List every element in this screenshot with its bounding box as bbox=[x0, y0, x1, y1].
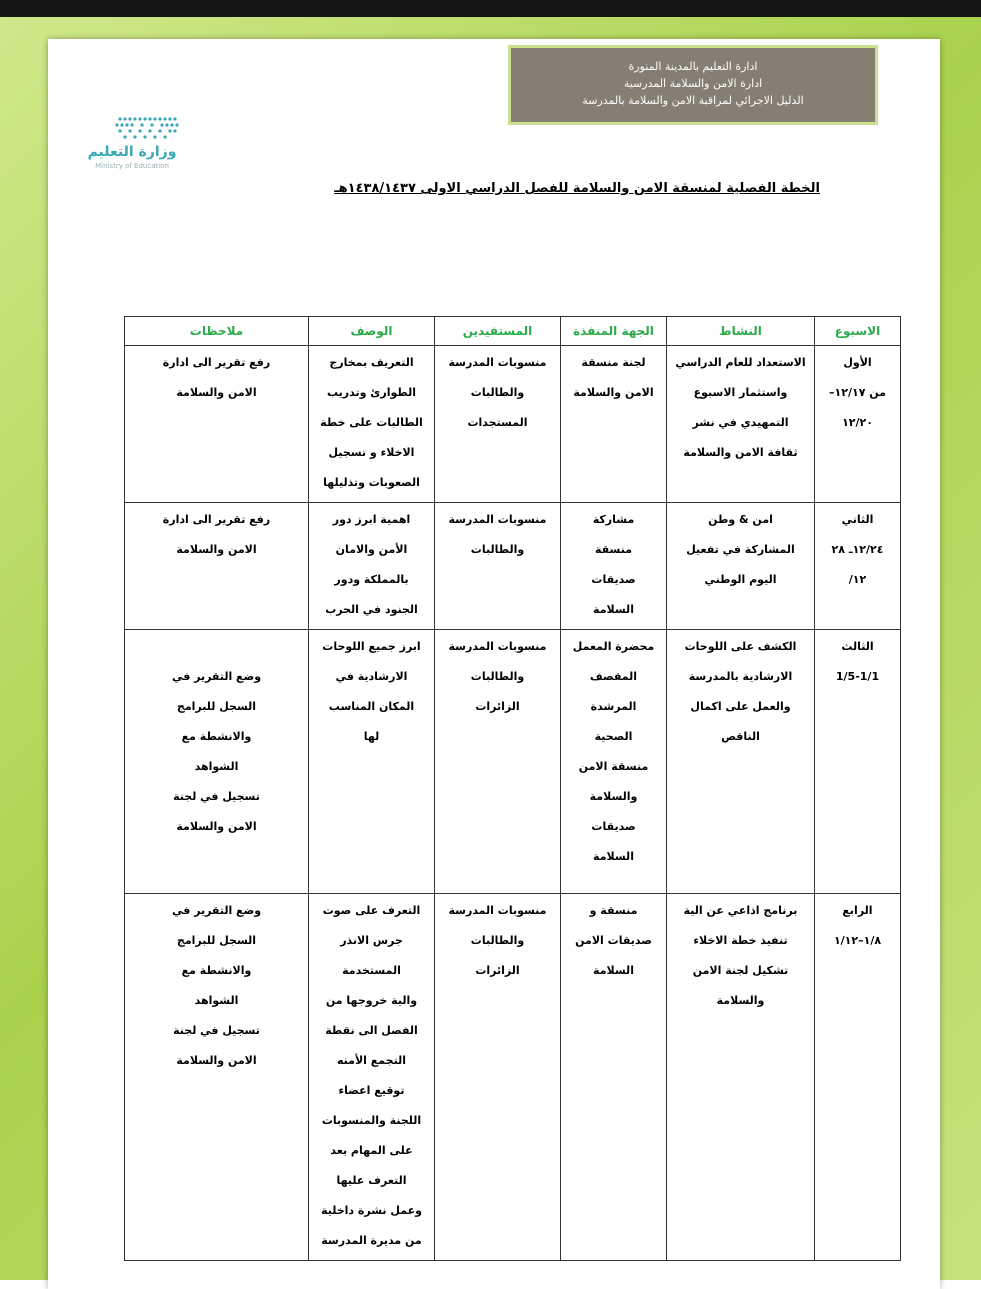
cell-notes: وضع التقرير في السجل للبرامج والانشطة مع الشواهد تسجيل في لجنة الامن والسلامة bbox=[125, 630, 309, 894]
cell-activity: امن & وطن المشاركة في تفعيل اليوم الوطني bbox=[667, 503, 815, 630]
dots-logo-icon bbox=[72, 114, 192, 144]
cell-description: التعرف على صوت جرس الانذر المستخدمة والية خروجها من الفصل الى نقطة التجمع الأمنه توقيع اعضاء اللجنة والمنسوبات على المهام بعد التعرف عليها وعمل نشرة داخلية من مديرة المدرسة bbox=[309, 894, 435, 1261]
cell-beneficiaries: منسوبات المدرسة والطالبات bbox=[435, 503, 561, 630]
header-beneficiaries: المستفيدين bbox=[435, 317, 561, 346]
cell-description: اهمية ابرز دور الأمن والامان بالمملكة ودور الجنود في الحرب bbox=[309, 503, 435, 630]
cell-description: ابرز جميع اللوحات الارشادية في المكان المناسب لها bbox=[309, 630, 435, 894]
cell-week: الرابع ١/٨–١/١٢ bbox=[815, 894, 901, 1261]
header-notes: ملاحظات bbox=[125, 317, 309, 346]
top-black-bar bbox=[0, 0, 981, 17]
header-line-3: الدليل الاجرائي لمراقبة الامن والسلامة بالمدرسة bbox=[582, 94, 804, 107]
cell-notes: رفع تقرير الى ادارة الامن والسلامة bbox=[125, 346, 309, 503]
header-line-2: ادارة الامن والسلامة المدرسية bbox=[623, 77, 763, 90]
ministry-logo bbox=[72, 114, 192, 174]
table-row bbox=[125, 346, 901, 503]
cell-executor: محضرة المعمل المقصف المرشدة الصحية منسقة الامن والسلامة صديقات السلامة bbox=[561, 630, 667, 894]
cell-activity: برنامج اذاعي عن الية تنفيذ خطة الاخلاء تشكيل لجنة الامن والسلامة bbox=[667, 894, 815, 1261]
header-week: الاسبوع bbox=[815, 317, 901, 346]
cell-week: الأول من ١٢/١٧– ١٢/٢٠ bbox=[815, 346, 901, 503]
cell-beneficiaries: منسوبات المدرسة والطالبات الزائرات bbox=[435, 630, 561, 894]
plan-title: الخطة الفصلية لمنسقة الامن والسلامة للفصل الدراسي الاولى ١٤٣٨/١٤٣٧هـ bbox=[334, 181, 820, 196]
cell-beneficiaries: منسوبات المدرسة والطالبات الزائرات bbox=[435, 894, 561, 1261]
table-row bbox=[125, 894, 901, 1261]
green-background-frame bbox=[0, 17, 981, 1280]
header-box bbox=[508, 45, 878, 125]
cell-week: الثاني ١٢/٢٤ـ ٢٨ ١٢/ bbox=[815, 503, 901, 630]
logo-subtext: Ministry of Education bbox=[95, 162, 169, 170]
cell-notes: وضع التقرير في السجل للبرامج والانشطة مع الشواهد تسجيل في لجنة الامن والسلامة bbox=[125, 894, 309, 1261]
logo-text: وزارة التعليم bbox=[87, 144, 177, 160]
table-row bbox=[125, 630, 901, 894]
cell-description: التعريف بمخارج الطوارئ وتدريب الطالبات على خطة الاخلاء و تسجيل الصعوبات وتذليلها bbox=[309, 346, 435, 503]
cell-executor: منسقة و صديقات الامن السلامة bbox=[561, 894, 667, 1261]
table-header-row bbox=[125, 317, 901, 346]
cell-week: الثالث 1/5-1/1 bbox=[815, 630, 901, 894]
cell-activity: الكشف على اللوحات الارشادية بالمدرسة والعمل على اكمال الناقص bbox=[667, 630, 815, 894]
plan-table bbox=[124, 316, 901, 1261]
header-description: الوصف bbox=[309, 317, 435, 346]
header-activity: النشاط bbox=[667, 317, 815, 346]
cell-activity: الاستعداد للعام الدراسي واستثمار الاسبوع التمهيدي في نشر ثقافة الامن والسلامة bbox=[667, 346, 815, 503]
table-row bbox=[125, 503, 901, 630]
document-page bbox=[48, 39, 940, 1289]
cell-notes: رفع تقرير الى ادارة الامن والسلامة bbox=[125, 503, 309, 630]
header-line-1: ادارة التعليم بالمدينة المنورة bbox=[628, 60, 758, 73]
header-executor: الجهة المنفذة bbox=[561, 317, 667, 346]
cell-executor: لجنة منسقة الامن والسلامة bbox=[561, 346, 667, 503]
cell-executor: مشاركة منسقة صديقات السلامة bbox=[561, 503, 667, 630]
cell-beneficiaries: منسوبات المدرسة والطالبات المستجدات bbox=[435, 346, 561, 503]
